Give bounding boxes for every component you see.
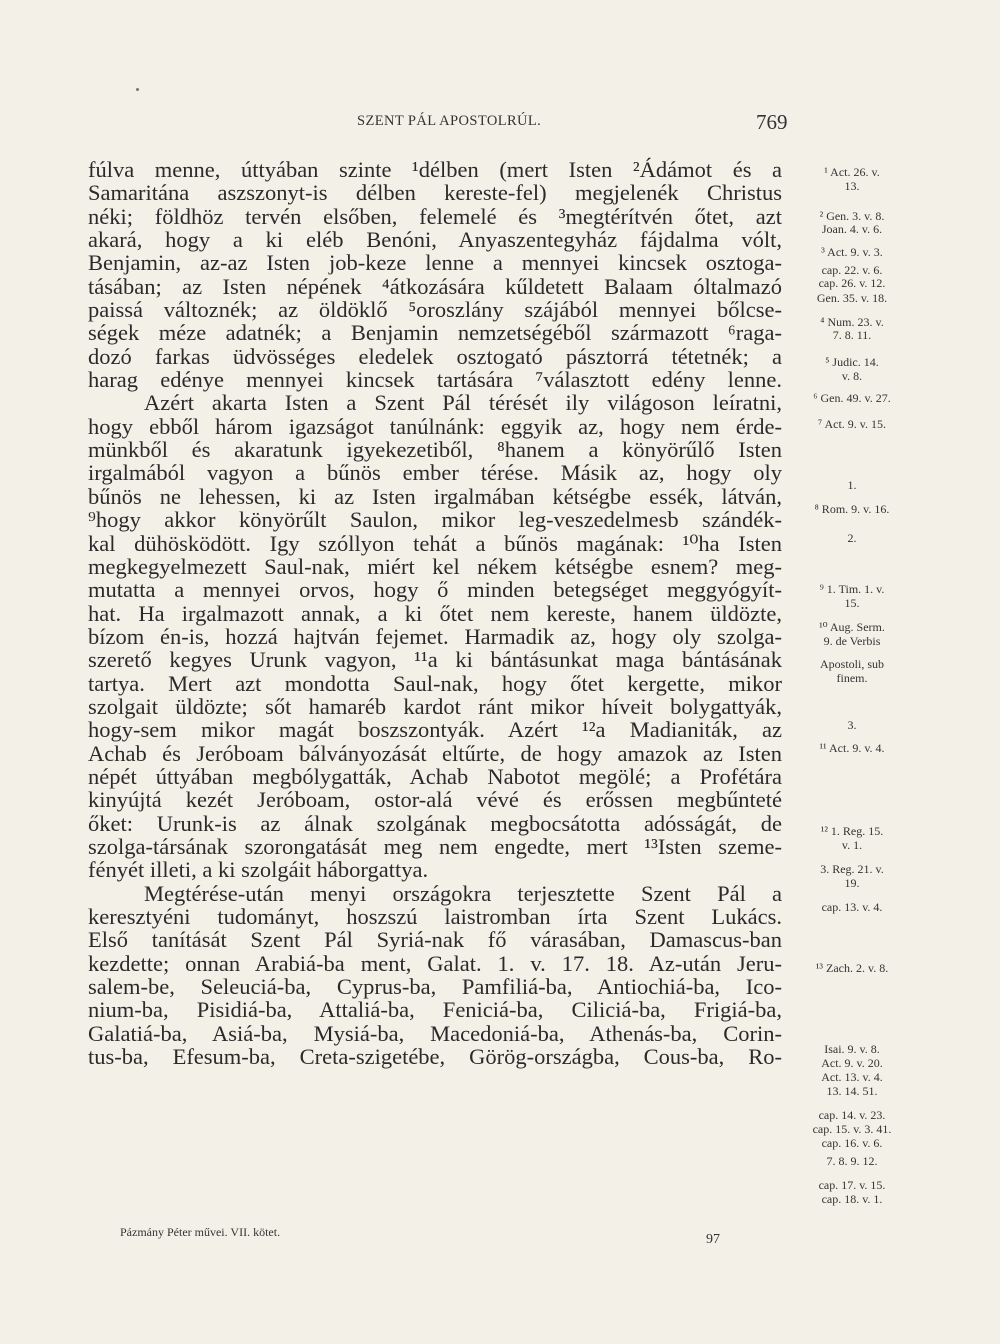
margin-reference: ¹³ Zach. 2. v. 8. — [815, 961, 889, 975]
margin-reference: cap. 18. v. 1. — [821, 1192, 883, 1206]
speck — [136, 88, 139, 91]
margin-reference: Gen. 35. v. 18. — [816, 291, 888, 305]
margin-reference: ⁴ Num. 23. v. — [820, 315, 884, 329]
page-number: 769 — [756, 110, 788, 134]
text-line: Achab és Jeróboam bálványozását eltűrte, de hogy amazok az Isten — [88, 740, 782, 766]
text-line: fényét illeti, a ki szolgáit háborgattya. — [88, 857, 429, 883]
text-line: kal dühösködött. Igy szóllyon tehát a bűnös magának: ¹⁰ha Isten — [88, 530, 782, 556]
margin-reference: ¹² 1. Reg. 15. — [820, 824, 884, 838]
text-line: nium-ba, Pisidiá-ba, Attaliá-ba, Feniciá-ba, Ciliciá-ba, Frigiá-ba, — [88, 997, 782, 1023]
margin-reference: cap. 13. v. 4. — [821, 900, 883, 914]
margin-reference: cap. 17. v. 15. — [818, 1178, 886, 1192]
footer-edition: Pázmány Péter művei. VII. kötet. — [120, 1225, 281, 1239]
margin-reference: cap. 16. v. 6. — [821, 1136, 883, 1150]
text-line: bízom én-is, hozzá hajtván fejemet. Harmadik az, hogy oly szolga- — [88, 623, 782, 649]
margin-reference: Joan. 4. v. 6. — [821, 222, 883, 236]
margin-reference: ¹⁰ Aug. Serm. — [819, 620, 885, 634]
margin-reference: ¹ Act. 26. v. — [824, 165, 880, 179]
margin-reference: cap. 14. v. 23. — [818, 1108, 886, 1122]
margin-reference: 1. — [847, 478, 857, 492]
text-line: hogy ebből három igazságot tanúlnánk: eggyik az, hogy nem érde- — [88, 413, 782, 439]
text-line: Megtérése-után menyi országokra terjesztette Szent Pál a — [144, 880, 782, 906]
margin-reference: Act. 13. v. 4. — [821, 1070, 883, 1084]
text-line: kezdette; onnan Arabiá-ba ment, Galat. 1. v. 17. 18. Az-után Jeru- — [88, 950, 782, 976]
margin-reference: Apostoli, sub — [819, 657, 884, 671]
margin-reference: 13. 14. 51. — [826, 1084, 878, 1098]
text-line: Samaritána aszszonyt-is délben kereste-fel) megjelenék Christus — [88, 180, 782, 206]
margin-reference: 3. — [847, 718, 857, 732]
text-line: paissá változnék; az öldöklő ⁵oroszlány szájából mennyei bőlcse- — [88, 297, 782, 323]
margin-reference: 13. — [844, 179, 860, 193]
text-line: Benjamin, az-az Isten job-keze lenne a mennyei kincsek osztoga- — [88, 250, 782, 276]
margin-reference: 7. 8. 11. — [832, 328, 872, 342]
text-line: őket: Urunk-is az álnak szolgának megbocsátotta adósságát, de — [88, 810, 782, 836]
text-line: salem-be, Seleuciá-ba, Cyprus-ba, Pamfiliá-ba, Antiochiá-ba, Ico- — [88, 974, 782, 1000]
body-text — [88, 158, 782, 1068]
text-line: népét úttyában megbólygatták, Achab Nabotot megölé; a Profétára — [88, 763, 782, 789]
margin-reference: 3. Reg. 21. v. — [820, 862, 884, 876]
text-line: tartya. Mert azt mondotta Saul-nak, hogy őtet kergette, mikor — [88, 670, 782, 696]
text-line: hat. Ha irgalmazott annak, a ki őtet nem kereste, hanem üldözte, — [88, 600, 782, 626]
margin-reference: ² Gen. 3. v. 8. — [819, 209, 885, 223]
text-line: tus-ba, Efesum-ba, Creta-szigetébe, Görög-országba, Cous-ba, Ro- — [88, 1044, 782, 1070]
margin-reference: 19. — [844, 876, 860, 890]
text-line: mutatta a mennyei orvos, hogy ő minden betegséget meggyógyít- — [88, 577, 782, 603]
text-line: szolga-társának szorongatását meg nem engedte, mert ¹³Isten szeme- — [88, 833, 782, 859]
margin-reference: 15. — [844, 596, 860, 610]
text-line: néki; földhöz tervén elsőben, felemelé és ³megtérítvén őtet, azt — [88, 203, 782, 229]
text-line: irgalmából vagyon a bűnös ember térése. Másik az, hogy oly — [88, 460, 782, 486]
text-line: Azért akarta Isten a Szent Pál térését ily világoson leíratni, — [144, 390, 782, 416]
margin-reference: ⁹ 1. Tim. 1. v. — [819, 582, 885, 596]
margin-reference: Act. 9. v. 20. — [821, 1056, 883, 1070]
text-line: bűnös ne lehessen, ki az Isten irgalmában kétségbe essék, látván, — [88, 483, 782, 509]
margin-reference: ³ Act. 9. v. 3. — [821, 245, 883, 259]
text-line: tásában; az Isten népének ⁴átkozására kűldetett Balaam óltalmazó — [88, 273, 782, 299]
margin-reference: Isai. 9. v. 8. — [824, 1042, 880, 1056]
margin-reference: ⁸ Rom. 9. v. 16. — [814, 502, 890, 516]
margin-reference: cap. 15. v. 3. 41. — [812, 1122, 892, 1136]
text-line: megkegyelmezett Saul-nak, miért kel nékem kétségbe esnem? meg- — [88, 553, 782, 579]
margin-reference: 9. de Verbis — [823, 634, 881, 648]
text-line: Első tanítását Szent Pál Syriá-nak fő várasában, Damascus-ban — [88, 927, 782, 953]
margin-reference: ¹¹ Act. 9. v. 4. — [819, 741, 885, 755]
text-line: harag edénye mennyei kincsek tartására ⁷választott edény lenne. — [88, 367, 782, 393]
text-line: hogy-sem mikor magát boszszontyák. Azért ¹²a Madianiták, az — [88, 717, 782, 743]
text-line: szerető kegyes Urunk vagyon, ¹¹a ki bántásunkat maga bántásának — [88, 647, 782, 673]
text-line: dozó farkas üdvösséges eledelek osztogató pásztorrá tétetnék; a — [88, 343, 782, 369]
text-line: akará, hogy a ki eléb Benóni, Anyaszentegyház fájdalma vólt, — [88, 227, 782, 253]
margin-reference: ⁶ Gen. 49. v. 27. — [813, 391, 891, 405]
text-line: fúlva menne, úttyában szinte ¹délben (mert Isten ²Ádámot és a — [88, 157, 782, 182]
text-line: münkből és akaratunk igyekezetiből, ⁸hanem a könyörűlő Isten — [88, 437, 782, 463]
margin-reference: v. 1. — [841, 838, 863, 852]
running-head: SZENT PÁL APOSTOLRÚL. — [357, 113, 542, 129]
footer-signature: 97 — [706, 1232, 720, 1247]
text-line: ⁹hogy akkor könyörűlt Saulon, mikor leg-veszedelmesb szándék- — [88, 507, 782, 533]
margin-reference: 2. — [847, 531, 857, 545]
margin-reference: 7. 8. 9. 12. — [826, 1154, 878, 1168]
text-line: Galatiá-ba, Asiá-ba, Mysiá-ba, Macedoniá-ba, Athenás-ba, Corin- — [88, 1020, 782, 1046]
margin-reference: v. 8. — [841, 369, 863, 383]
text-line: kinyújtá kezét Jeróboam, ostor-alá vévé és erőssen megbűnteté — [88, 787, 782, 813]
margin-reference: cap. 22. v. 6. — [821, 263, 883, 277]
text-line: ségek méze adatnék; a Benjamin nemzetségéből származott ⁶raga- — [88, 320, 782, 346]
margin-reference: cap. 26. v. 12. — [818, 276, 886, 290]
margin-reference: ⁷ Act. 9. v. 15. — [817, 417, 887, 431]
text-line: szolgait üldözte; sőt hamaréb kardot ránt mikor híveit bolygattyák, — [88, 693, 782, 719]
margin-reference: finem. — [836, 671, 868, 685]
margin-reference: ⁵ Judic. 14. — [825, 355, 879, 369]
text-line: keresztyéni tudományt, hoszszú laistromban írta Szent Lukács. — [88, 904, 782, 929]
